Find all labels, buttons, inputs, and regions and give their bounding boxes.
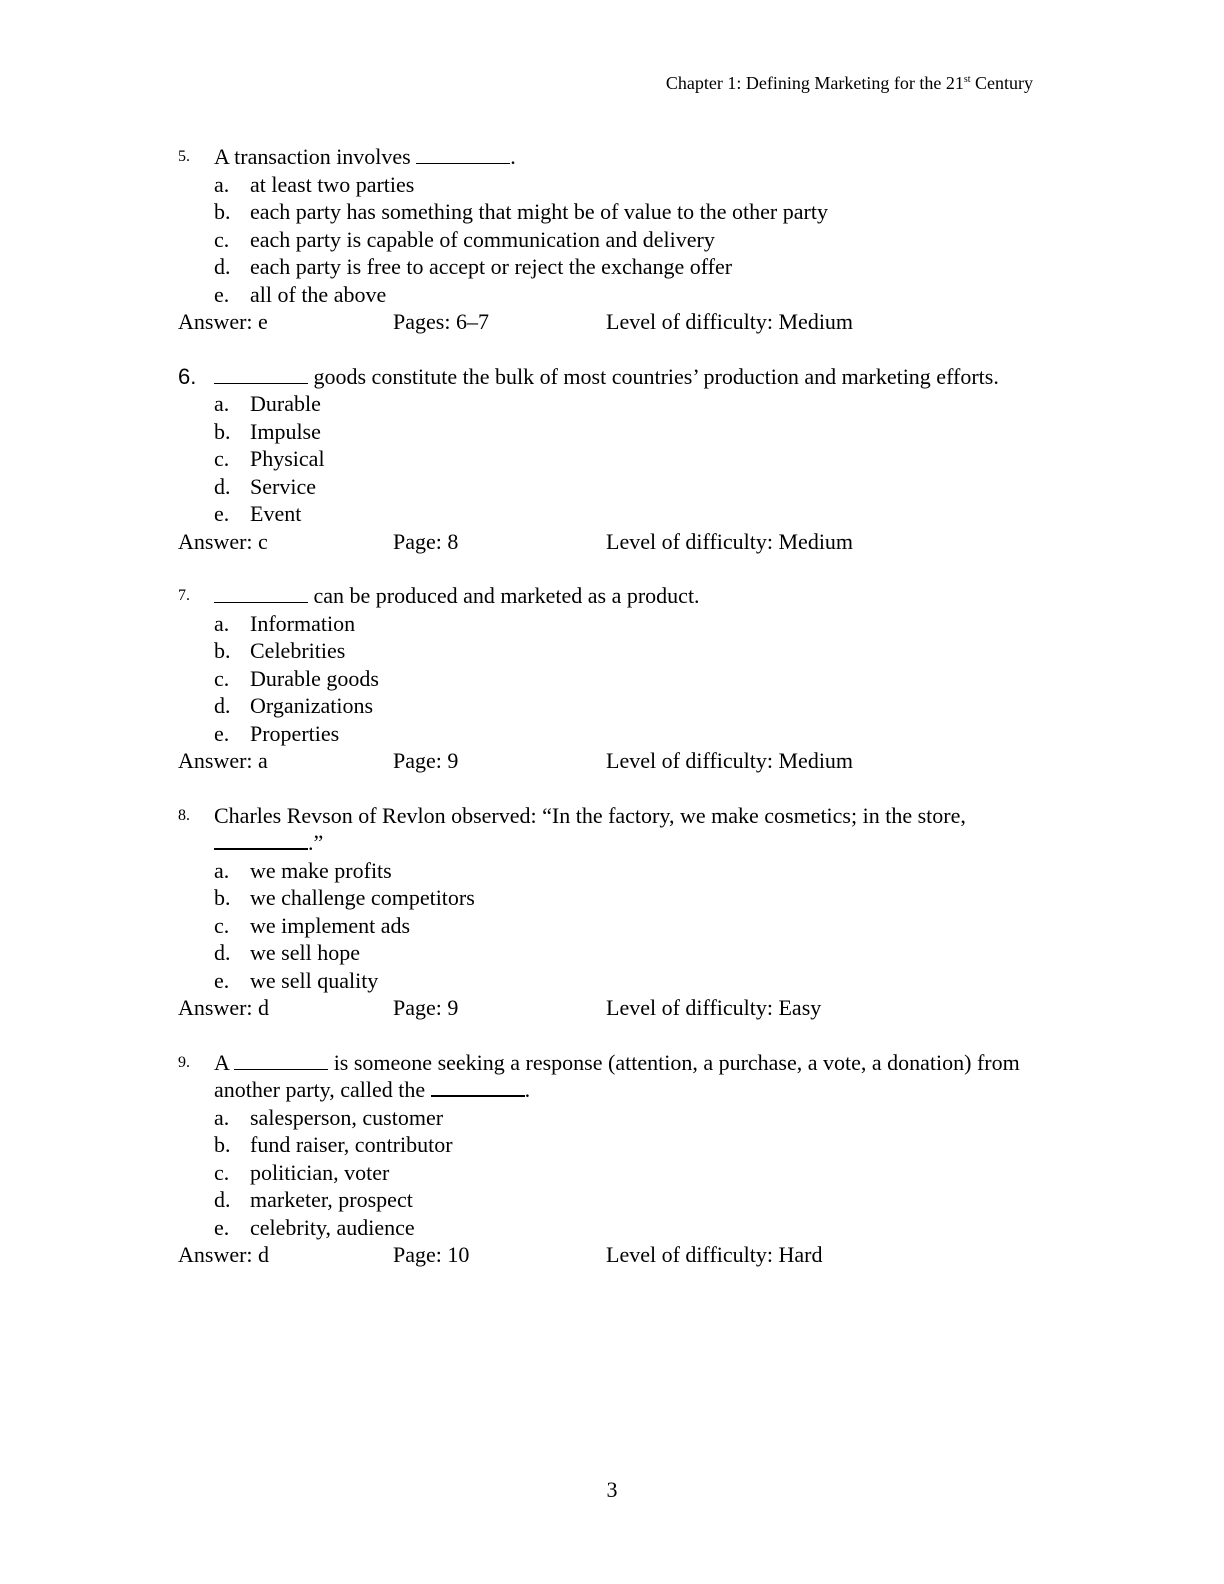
option-letter: d. (214, 254, 231, 279)
option-letter: c. (214, 665, 230, 691)
option-text: Physical (250, 446, 325, 471)
question-stem (178, 363, 1033, 391)
option-letter: c. (214, 912, 230, 938)
question-text-part: Charles Revson of Revlon observed: “In the factory, we make cosmetics; in the store, (214, 802, 966, 828)
option-letter: b. (214, 638, 231, 663)
option-item (178, 500, 1033, 528)
option-text: we sell hope (250, 940, 360, 965)
answer-meta (178, 308, 1033, 336)
option-item (178, 1214, 1033, 1242)
answer-blank (416, 145, 510, 164)
difficulty-level: Level of difficulty: Easy (606, 995, 822, 1020)
answer-blank (214, 830, 308, 850)
option-item (178, 939, 1033, 967)
question-7 (178, 582, 1033, 775)
option-letter: b. (214, 418, 231, 444)
option-item (178, 637, 1033, 665)
option-text: politician, voter (250, 1159, 390, 1185)
question-text-part: A (214, 1049, 235, 1075)
option-item (178, 1131, 1033, 1159)
option-text: we make profits (250, 857, 392, 883)
question-number: 5. (178, 148, 190, 165)
option-text: Durable goods (250, 665, 379, 691)
option-text: fund raiser, contributor (250, 1132, 453, 1157)
page-reference: Page: 9 (393, 748, 459, 773)
option-text: we implement ads (250, 912, 411, 938)
question-text-part: A transaction involves (214, 144, 417, 169)
option-text: Properties (250, 720, 340, 746)
question-text-part: goods constitute the bulk of most countries’ production and marketing efforts. (308, 363, 999, 389)
option-text: we challenge competitors (250, 885, 475, 910)
answer-blank (214, 584, 308, 603)
difficulty-level: Level of difficulty: Medium (606, 528, 854, 554)
running-header (666, 71, 1033, 95)
option-letter: b. (214, 885, 231, 910)
question-text (214, 143, 1033, 171)
option-letter: a. (214, 610, 230, 636)
question-stem (178, 1049, 1033, 1104)
option-item (178, 884, 1033, 912)
question-stem (178, 582, 1033, 610)
question-list (178, 143, 1033, 1296)
option-item (178, 253, 1033, 281)
option-letter: c. (214, 1159, 230, 1185)
option-letter: c. (214, 446, 230, 471)
option-letter: e. (214, 281, 230, 307)
option-letter: e. (214, 1214, 230, 1240)
question-number: 9. (178, 1053, 190, 1071)
page-number: 3 (606, 1477, 618, 1502)
difficulty-level: Level of difficulty: Medium (606, 309, 854, 334)
option-item (178, 1104, 1033, 1132)
option-letter: d. (214, 1187, 231, 1212)
answer-key: Answer: c (178, 528, 268, 554)
answer-meta (178, 994, 1033, 1022)
question-text-part: . (510, 144, 516, 169)
option-item (178, 1159, 1033, 1187)
option-text: at least two parties (250, 171, 415, 197)
option-item (178, 226, 1033, 254)
option-letter: d. (214, 473, 231, 499)
option-text: each party is free to accept or reject the exchange offer (250, 254, 733, 279)
question-number: 7. (178, 587, 190, 604)
difficulty-level: Level of difficulty: Medium (606, 748, 854, 773)
option-item (178, 857, 1033, 885)
answer-blank (234, 1051, 328, 1070)
question-text-part: .” (308, 830, 324, 855)
option-letter: b. (214, 199, 231, 224)
option-letter: c. (214, 226, 230, 252)
answer-blank (431, 1077, 525, 1097)
option-text: Service (250, 473, 316, 499)
page-reference: Page: 9 (393, 995, 459, 1020)
question-text-part: is someone seeking a response (attention, a purchase, a vote, a donation) from another party, called the (214, 1049, 1020, 1102)
option-text: salesperson, customer (250, 1104, 444, 1130)
difficulty-level: Level of difficulty: Hard (606, 1242, 823, 1267)
option-list (178, 857, 1033, 995)
option-item (178, 390, 1033, 418)
question-5 (178, 143, 1033, 336)
option-text: Organizations (250, 693, 374, 718)
option-list (178, 1104, 1033, 1242)
option-item (178, 665, 1033, 693)
option-text: Celebrities (250, 638, 346, 663)
option-item (178, 967, 1033, 995)
answer-blank (214, 365, 308, 384)
question-6 (178, 363, 1033, 556)
question-8 (178, 802, 1033, 1022)
option-item (178, 720, 1033, 748)
option-letter: d. (214, 693, 231, 718)
answer-key: Answer: d (178, 1242, 270, 1267)
option-letter: e. (214, 967, 230, 993)
question-text (214, 1049, 1033, 1104)
answer-meta (178, 528, 1033, 556)
header-superscript: st (963, 74, 971, 85)
option-list (178, 390, 1033, 528)
option-item (178, 610, 1033, 638)
option-letter: e. (214, 720, 230, 746)
page-reference: Page: 10 (393, 1242, 470, 1267)
question-stem (178, 802, 1033, 857)
option-letter: b. (214, 1132, 231, 1157)
option-letter: e. (214, 501, 230, 526)
page-reference: Page: 8 (393, 528, 459, 554)
option-item (178, 445, 1033, 473)
header-text-end: Century (970, 73, 1033, 93)
option-letter: a. (214, 171, 230, 197)
option-item (178, 692, 1033, 720)
option-item (178, 473, 1033, 501)
option-letter: d. (214, 940, 231, 965)
option-list (178, 610, 1033, 748)
question-text-part: . (524, 1077, 531, 1102)
option-letter: a. (214, 391, 230, 416)
question-9 (178, 1049, 1033, 1269)
answer-key: Answer: e (178, 309, 268, 334)
option-text: each party is capable of communication and delivery (250, 226, 715, 252)
page-reference: Pages: 6–7 (393, 309, 489, 334)
answer-meta (178, 747, 1033, 775)
question-text (214, 802, 1033, 857)
answer-key: Answer: d (178, 995, 270, 1020)
answer-key: Answer: a (178, 748, 268, 773)
option-item (178, 418, 1033, 446)
question-stem (178, 143, 1033, 171)
option-text: each party has something that might be of value to the other party (250, 199, 828, 224)
option-item (178, 1186, 1033, 1214)
option-text: Information (250, 610, 356, 636)
answer-meta (178, 1241, 1033, 1269)
option-text: celebrity, audience (250, 1214, 415, 1240)
header-text: Chapter 1: Defining Marketing for the 21 (665, 73, 964, 93)
option-text: all of the above (250, 281, 387, 307)
question-text (214, 582, 1033, 610)
question-number: 8. (178, 806, 190, 824)
option-item (178, 912, 1033, 940)
option-text: Impulse (250, 418, 321, 444)
option-list (178, 171, 1033, 309)
option-text: we sell quality (250, 967, 379, 993)
question-number: 6. (178, 363, 197, 389)
option-item (178, 281, 1033, 309)
question-text-part: can be produced and marketed as a product. (308, 583, 700, 608)
option-letter: a. (214, 1104, 230, 1130)
question-text (214, 363, 1033, 391)
option-item (178, 198, 1033, 226)
option-text: Event (250, 501, 302, 526)
option-item (178, 171, 1033, 199)
option-letter: a. (214, 857, 230, 883)
option-text: Durable (250, 391, 321, 416)
option-text: marketer, prospect (250, 1187, 413, 1212)
